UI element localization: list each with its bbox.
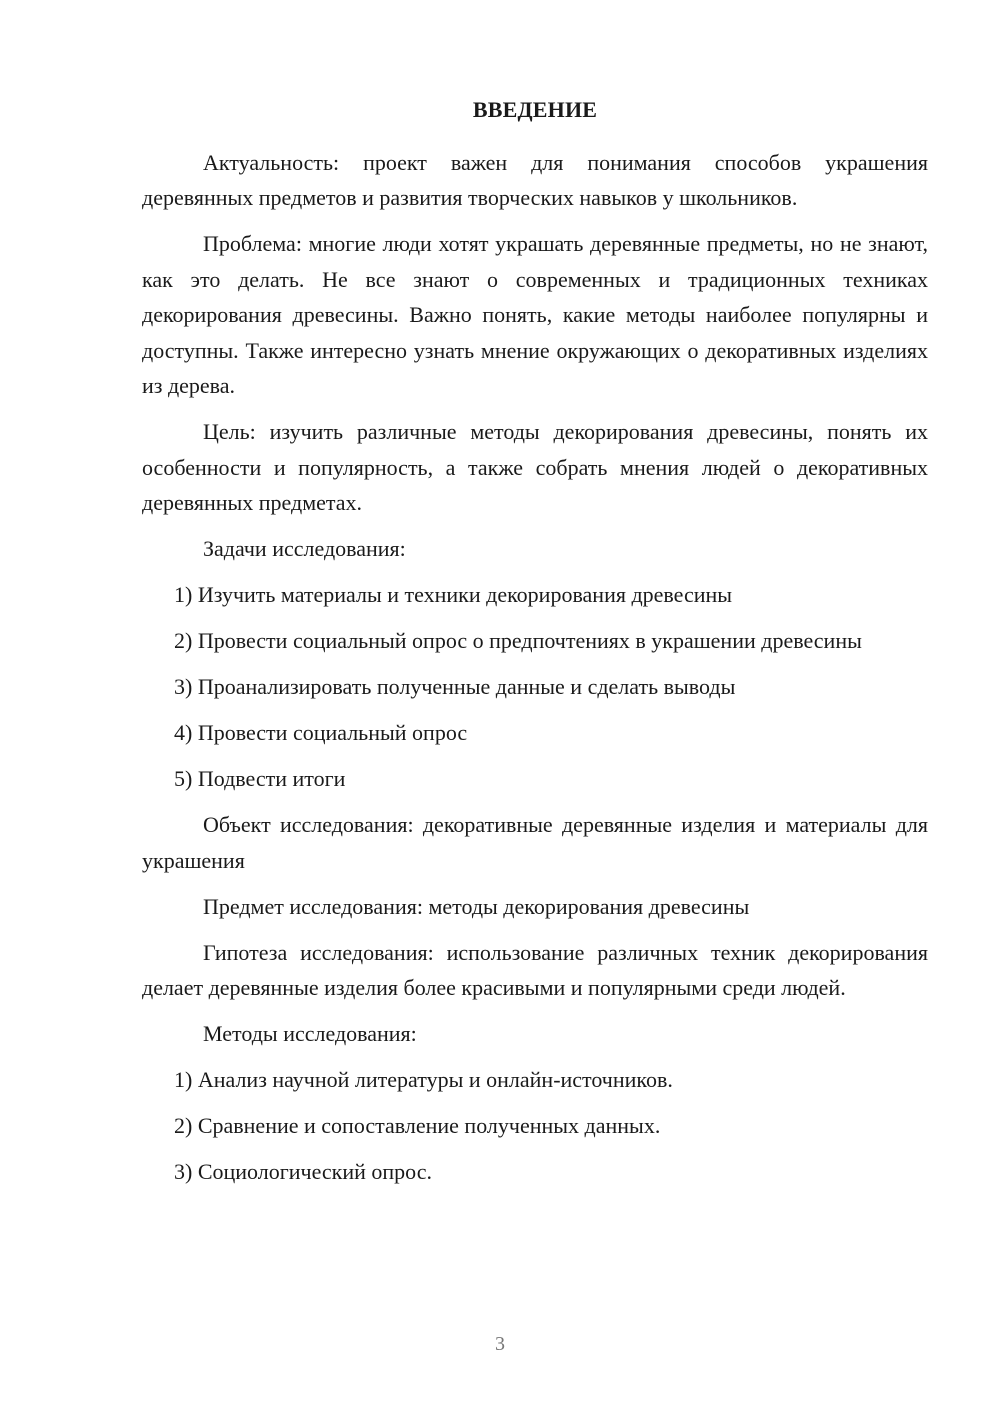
methods-list (142, 1062, 928, 1190)
document-page (142, 92, 928, 1200)
list-item: 5) Подвести итоги (174, 766, 346, 791)
methods-heading: Методы исследования: (203, 1021, 417, 1046)
tasks-heading: Задачи исследования: (203, 536, 406, 561)
page-number: 3 (495, 1333, 505, 1355)
section-title: ВВЕДЕНИЕ (472, 97, 598, 122)
subject-paragraph: Предмет исследования: методы декорирования древесины (203, 893, 750, 919)
relevance-paragraph: Актуальность: проект важен для понимания способов украшения деревянных предметов и развития творческих навыков у школьников. (142, 149, 928, 210)
list-item: 1) Анализ научной литературы и онлайн-источников. (174, 1067, 673, 1092)
goal-paragraph: Цель: изучить различные методы декорирования древесины, понять их особенности и популярность, а также собрать мнения людей о декоративных деревянных предметах. (142, 419, 928, 515)
list-item: 2) Сравнение и сопоставление полученных данных. (174, 1113, 661, 1138)
hypothesis-paragraph: Гипотеза исследования: использование различных техник декорирования делает деревянные изделия более красивыми и популярными среди людей. (142, 939, 928, 1000)
list-item: 3) Социологический опрос. (174, 1159, 432, 1184)
list-item: 4) Провести социальный опрос (174, 720, 468, 745)
tasks-list (142, 577, 928, 797)
list-item: 1) Изучить материалы и техники декорирования древесины (174, 582, 733, 607)
list-item: 3) Проанализировать полученные данные и сделать выводы (174, 674, 736, 699)
problem-paragraph: Проблема: многие люди хотят украшать деревянные предметы, но не знают, как это делать. Не все знают о современных и традиционных техниках декорирования древесины. Важно понять, какие методы наиболее популярны и доступны. Также интересно узнать мнение окружающих о декоративных изделиях из дерева. (142, 231, 928, 398)
list-item: 2) Провести социальный опрос о предпочтениях в украшении древесины (174, 628, 862, 653)
object-paragraph: Объект исследования: декоративные деревянные изделия и материалы для украшения (142, 812, 928, 873)
